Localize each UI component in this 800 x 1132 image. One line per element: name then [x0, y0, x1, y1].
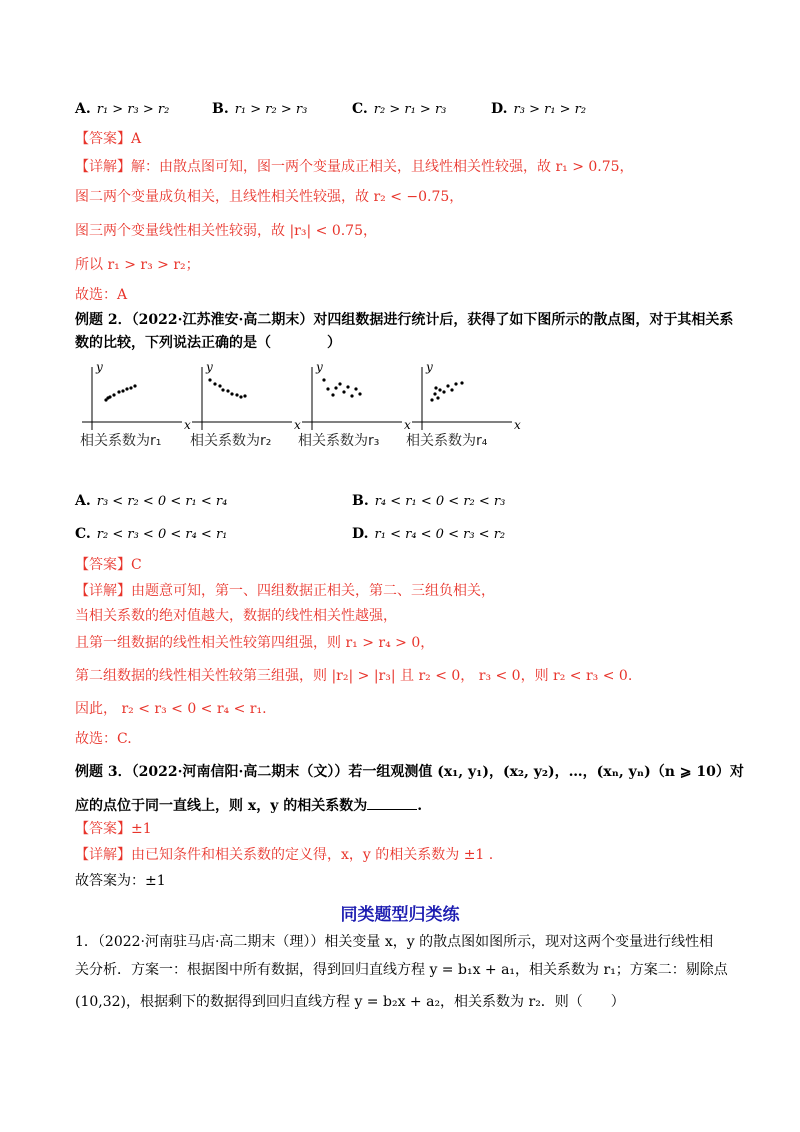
- plot-caption-4: 相关系数为r₄: [406, 433, 488, 449]
- option-text: r₄ < r₁ < 0 < r₂ < r₃: [374, 494, 506, 509]
- option-text: r₁ > r₃ > r₂: [96, 102, 170, 117]
- axis-y-label: y: [426, 360, 433, 374]
- section-title: 同类题型归类练: [340, 905, 460, 925]
- q1-detail-1: 【详解】解：由散点图可知，图一两个变量成正相关，且线性相关性较强，故 r₁ > 0.75，: [75, 159, 634, 175]
- ex2-detail-3: 且第一组数据的线性相关性较第四组强，则 r₁ > r₄ > 0，: [75, 635, 435, 651]
- option-letter: C.: [75, 526, 91, 542]
- option-text: r₃ < r₂ < 0 < r₁ < r₄: [96, 494, 228, 509]
- option-b[interactable]: [212, 100, 307, 119]
- ex3-question-text: 应的点位于同一直线上，则 x，y 的相关系数为: [75, 798, 368, 814]
- axis-x-label: x: [294, 418, 301, 432]
- ex2-detail-1: 【详解】由题意可知，第一、四组数据正相关，第二、三组负相关，: [75, 583, 495, 599]
- option-letter: A.: [75, 493, 91, 509]
- ex2-detail-6: 故选：C.: [75, 731, 132, 747]
- axis-y-label: y: [206, 360, 213, 374]
- ex2-question-line1: 例题 2．（2022·江苏淮安·高二期末）对四组数据进行统计后，获得了如下图所示的散点图，对于其相关系: [75, 312, 734, 328]
- option-letter: D.: [352, 526, 369, 542]
- option-text: r₃ > r₁ > r₂: [513, 102, 587, 117]
- ex2-detail-2: 当相关系数的绝对值越大，数据的线性相关性越强，: [75, 608, 397, 624]
- option-letter: B.: [212, 101, 229, 117]
- option-text: r₁ > r₂ > r₃: [234, 102, 308, 117]
- practice-1-line2: 关分析．方案一：根据图中所有数据，得到回归直线方程 y = b₁x + a₁，相关系数为 r₁；方案二：剔除点: [75, 962, 728, 978]
- option-text: r₂ > r₁ > r₃: [373, 102, 447, 117]
- q1-detail-3: 图三两个变量线性相关性较弱，故 |r₃| < 0.75，: [75, 223, 377, 239]
- ex2-detail-5: 因此， r₂ < r₃ < 0 < r₄ < r₁.: [75, 701, 267, 717]
- axis-x-label: x: [404, 418, 411, 432]
- ex3-detail: 【详解】由已知条件和相关系数的定义得，x，y 的相关系数为 ±1 .: [75, 847, 494, 863]
- axis-x-label: x: [514, 418, 521, 432]
- option-letter: A.: [75, 101, 91, 117]
- practice-1-line3: (10,32)，根据剩下的数据得到回归直线方程 y = b₂x + a₂，相关系数为 r₂．则（ ）: [75, 994, 625, 1010]
- option-text: r₁ < r₄ < 0 < r₃ < r₂: [374, 527, 506, 542]
- q1-detail-2: 图二两个变量成负相关，且线性相关性较强，故 r₂ < −0.75，: [75, 189, 464, 205]
- option-d[interactable]: [491, 100, 586, 119]
- ex2-detail-4: 第二组数据的线性相关性较第三组强，则 |r₂| > |r₃| 且 r₂ < 0， r₃ < 0，则 r₂ < r₃ < 0.: [75, 668, 633, 684]
- q1-detail-4: 所以 r₁ > r₃ > r₂；: [75, 257, 200, 273]
- option-b[interactable]: [352, 492, 505, 511]
- option-c[interactable]: [75, 525, 227, 544]
- axis-x-label: x: [184, 418, 191, 432]
- answer-blank[interactable]: [367, 797, 417, 810]
- practice-1-line1: 1．（2022·河南驻马店·高二期末（理））相关变量 x，y 的散点图如图所示，现对这两个变量进行线性相: [75, 934, 714, 950]
- ex3-question-line1: 例题 3．（2022·河南信阳·高二期末（文））若一组观测值 (x₁, y₁)，(x₂, y₂)，…，(xₙ, yₙ)（n ⩾ 10）对: [75, 764, 744, 780]
- ex3-question-line2: [75, 797, 422, 815]
- option-c[interactable]: [352, 100, 446, 119]
- q1-answer: 【答案】A: [75, 131, 142, 147]
- axis-y-label: y: [316, 360, 323, 374]
- option-a[interactable]: [75, 492, 227, 511]
- plot-caption-2: 相关系数为r₂: [190, 433, 272, 449]
- ex2-question-line2: 数的比较，下列说法正确的是（ ）: [75, 335, 341, 351]
- option-letter: C.: [352, 101, 368, 117]
- q1-detail-5: 故选：A: [75, 287, 128, 303]
- option-letter: D.: [491, 101, 508, 117]
- option-letter: B.: [352, 493, 369, 509]
- option-d[interactable]: [352, 525, 505, 544]
- axis-y-label: y: [96, 360, 103, 374]
- plot-caption-1: 相关系数为r₁: [80, 433, 162, 449]
- ex3-question-end: .: [417, 798, 423, 814]
- ex3-answer: 【答案】±1: [75, 821, 152, 837]
- plot-caption-3: 相关系数为r₃: [298, 433, 380, 449]
- option-text: r₂ < r₃ < 0 < r₄ < r₁: [96, 527, 228, 542]
- option-a[interactable]: [75, 100, 169, 119]
- ex2-answer: 【答案】C: [75, 557, 142, 573]
- ex3-final: 故答案为：±1: [75, 873, 166, 889]
